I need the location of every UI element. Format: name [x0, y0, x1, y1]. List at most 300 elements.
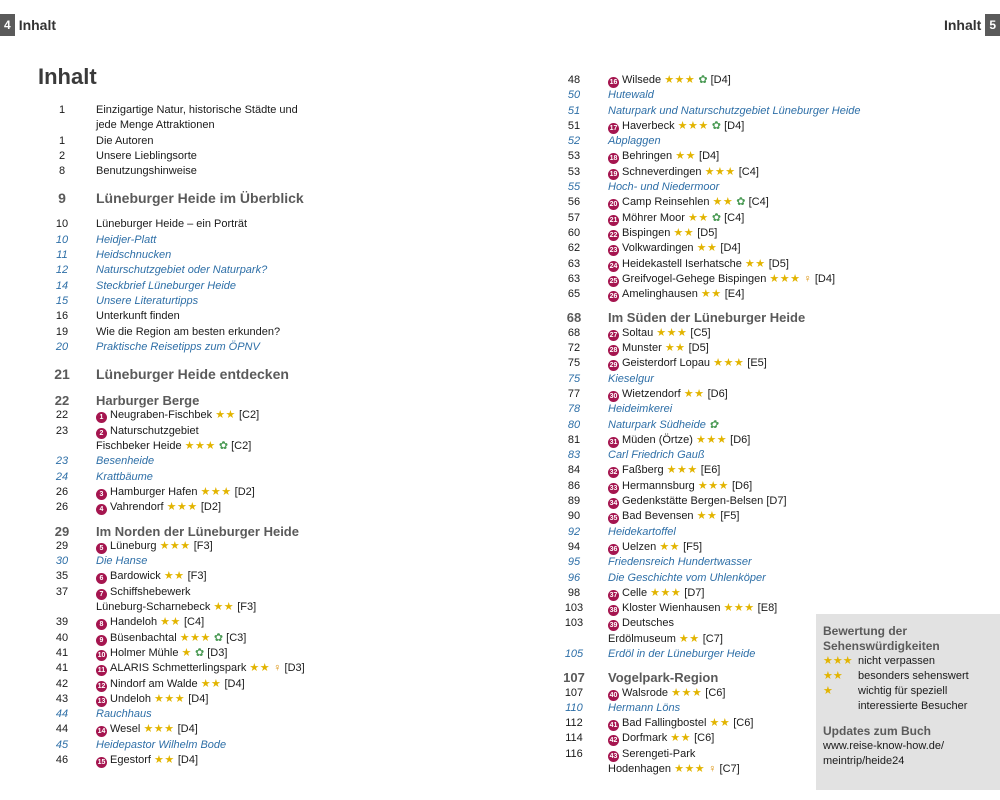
entry-text: [608, 387, 728, 402]
updates-url-line2[interactable]: meintrip/heide24: [823, 755, 905, 767]
toc-entry[interactable]: [48, 661, 428, 676]
toc-entry[interactable]: [48, 164, 428, 179]
star-icon: ★★: [683, 387, 705, 400]
map-grid-ref: [D6]: [730, 433, 751, 446]
map-grid-ref: [C4]: [748, 196, 769, 209]
entry-text: [608, 686, 725, 701]
entry-text: [608, 356, 767, 371]
page-number: 90: [567, 510, 581, 523]
toc-entry[interactable]: [48, 539, 428, 554]
map-grid-ref: [C6]: [733, 717, 754, 730]
toc-entry[interactable]: [48, 217, 428, 232]
page-number: 44: [55, 708, 69, 721]
entry-text: [608, 310, 805, 325]
star-icon: ★★★: [143, 723, 175, 736]
star-icon: ★★: [154, 753, 175, 766]
entry-text: [608, 701, 680, 716]
entry-text: [96, 661, 305, 676]
entry-title: Volkwardingen: [622, 242, 694, 255]
page-number: 20: [55, 340, 69, 353]
toc-entry[interactable]: [560, 149, 980, 164]
map-grid-ref: [C4]: [183, 616, 205, 629]
page-number: 72: [567, 342, 581, 355]
toc-entry[interactable]: [560, 433, 980, 448]
page-number: 10: [55, 218, 69, 231]
entry-text: [96, 753, 198, 768]
page-number: 75: [567, 372, 581, 385]
star-icon: ★: [823, 685, 833, 697]
map-grid-ref: [C3]: [226, 631, 247, 644]
entry-title: Fischbeker Heide: [96, 440, 182, 453]
page-number: 30: [55, 555, 69, 568]
sight-number-badge: 21: [609, 216, 618, 224]
entry-text: [608, 226, 717, 241]
map-grid-ref: [D4]: [724, 119, 745, 132]
family-icon: ♀: [273, 662, 282, 675]
entry-title: Gedenkstätte Bergen-Belsen: [622, 495, 764, 508]
feature-entry[interactable]: [560, 448, 980, 463]
updates-url-line1[interactable]: www.reise-know-how.de/: [823, 740, 945, 752]
toc-entry[interactable]: [560, 463, 980, 478]
sight-number-badge: 34: [609, 500, 618, 508]
toc-entry[interactable]: [560, 540, 980, 555]
star-icon: ★★★: [650, 586, 682, 599]
map-grid-ref: [F5]: [720, 510, 740, 523]
toc-entry[interactable]: [48, 500, 428, 515]
map-grid-ref: [F3]: [193, 539, 213, 552]
page-number: 112: [565, 717, 583, 730]
entry-title: Lüneburger Heide entdecken: [96, 366, 289, 383]
toc-entry[interactable]: [48, 569, 428, 584]
toc-entry[interactable]: [48, 753, 428, 768]
map-grid-ref: [D7]: [766, 495, 787, 508]
toc-entry[interactable]: [48, 677, 428, 692]
star-icon: ★★: [664, 342, 686, 355]
entry-text: [96, 707, 152, 722]
page-number: 51: [567, 119, 581, 132]
page-number: 103: [564, 617, 584, 630]
legend-row: [816, 684, 1000, 699]
page-number: 107: [564, 686, 584, 699]
page-number: 60: [567, 226, 581, 239]
sight-number-badge: 42: [609, 737, 618, 745]
subsection-heading[interactable]: [560, 310, 980, 325]
entry-text: [96, 294, 198, 309]
entry-title: Wietzendorf: [622, 387, 681, 400]
sight-number-badge: 9: [96, 635, 107, 646]
map-grid-ref: [C6]: [705, 686, 726, 699]
page-number: 57: [567, 211, 581, 224]
toc-entry[interactable]: [560, 494, 980, 509]
toc-entry[interactable]: [48, 692, 428, 707]
entry-text: [608, 525, 676, 540]
entry-title: Lüneburg: [110, 539, 157, 552]
entry-title: Naturpark Südheide: [608, 418, 706, 431]
legend-desc: interessierte Besucher: [858, 700, 968, 712]
map-grid-ref: [C7]: [702, 632, 723, 645]
feature-entry[interactable]: [48, 738, 428, 753]
entry-text: [96, 187, 304, 209]
page-number: 29: [55, 539, 69, 552]
entry-text: [608, 134, 661, 149]
star-icon: ★: [181, 646, 192, 659]
map-grid-ref: [D4]: [177, 753, 199, 766]
entry-text: [96, 149, 197, 164]
page-number: 92: [567, 525, 581, 538]
subsection-heading[interactable]: [48, 524, 428, 539]
feature-entry[interactable]: [48, 233, 428, 248]
entry-title: Hutewald: [608, 89, 654, 102]
sight-number-badge: 4: [96, 504, 107, 515]
entry-title: Wie die Region am besten erkunden?: [96, 325, 281, 338]
entry-title: Erdölmuseum: [608, 632, 676, 645]
feature-entry[interactable]: [48, 279, 428, 294]
feature-entry[interactable]: [560, 402, 980, 417]
section-heading[interactable]: [48, 363, 428, 385]
toc-entry[interactable]: [48, 134, 428, 149]
page-number: 8: [58, 165, 66, 178]
family-icon: ♀: [803, 272, 812, 285]
page-tab-left: [0, 14, 60, 36]
legend-row: [816, 654, 1000, 669]
toc-entry[interactable]: [560, 211, 980, 226]
page-number: 16: [55, 310, 69, 323]
entry-text: [608, 104, 861, 119]
entry-text: [96, 485, 255, 500]
toc-left-column: [48, 103, 428, 768]
toc-entry[interactable]: [48, 600, 428, 615]
entry-title: Steckbrief Lüneburger Heide: [96, 279, 237, 292]
star-icon: ★★★: [713, 357, 745, 370]
nature-icon: ✿: [736, 196, 746, 209]
map-grid-ref: [E8]: [757, 602, 778, 615]
entry-text: [608, 180, 719, 195]
feature-entry[interactable]: [560, 555, 980, 570]
toc-entry[interactable]: [48, 118, 428, 133]
sight-number-badge: 24: [609, 262, 618, 270]
star-icon: ★★★: [166, 501, 198, 514]
legend-desc: besonders sehenswert: [858, 670, 969, 682]
toc-entry[interactable]: [48, 615, 428, 630]
feature-entry[interactable]: [48, 263, 428, 278]
entry-text: [96, 363, 289, 385]
page-number: 78: [567, 403, 581, 416]
page-number: 15: [55, 294, 69, 307]
entry-title: Nindorf am Walde: [110, 677, 198, 690]
star-icon: ★★: [673, 226, 695, 239]
map-grid-ref: [F5]: [683, 540, 703, 553]
toc-entry[interactable]: [560, 272, 980, 287]
toc-entry[interactable]: [48, 439, 428, 454]
toc-entry[interactable]: [48, 485, 428, 500]
toc-entry[interactable]: [560, 226, 980, 241]
nature-icon: ✿: [711, 119, 722, 132]
page-number: 48: [567, 74, 581, 86]
page-number: 96: [567, 571, 581, 584]
toc-entry[interactable]: [48, 722, 428, 737]
toc-entry[interactable]: [560, 356, 980, 371]
entry-title: Naturschutzgebiet oder Naturpark?: [96, 264, 268, 277]
legend-title-line2: Sehenswürdigkeiten: [823, 639, 940, 653]
toc-entry[interactable]: [560, 586, 980, 601]
entry-text: [96, 631, 246, 646]
toc-entry[interactable]: [48, 585, 428, 600]
page-number: 24: [55, 470, 69, 483]
toc-entry[interactable]: [560, 326, 980, 341]
toc-entry[interactable]: [560, 73, 980, 88]
star-icon: ★★: [709, 717, 731, 730]
toc-entry[interactable]: [48, 424, 428, 439]
section-heading[interactable]: [48, 187, 428, 209]
page-number: 29: [54, 523, 70, 539]
entry-text: [96, 470, 153, 485]
sight-number-badge: 32: [609, 469, 618, 477]
page-number: 84: [567, 464, 581, 477]
entry-text: [608, 119, 744, 134]
feature-entry[interactable]: [560, 104, 980, 119]
star-icon: ★★★: [695, 433, 728, 446]
star-icon: ★★: [696, 510, 718, 523]
entry-text: [96, 692, 208, 707]
sight-number-badge: 38: [609, 607, 618, 615]
entry-title: Faßberg: [622, 464, 664, 477]
entry-text: [96, 279, 236, 294]
entry-text: [608, 272, 835, 287]
feature-entry[interactable]: [48, 554, 428, 569]
page-number: 63: [567, 272, 581, 285]
page-number: 14: [55, 279, 69, 292]
page-number: 43: [55, 692, 69, 705]
nature-icon: ✿: [194, 646, 205, 659]
page-number: 83: [567, 449, 581, 462]
entry-text: [608, 555, 752, 570]
entry-title: Hodenhagen: [608, 763, 672, 776]
toc-entry[interactable]: [48, 149, 428, 164]
entry-title: Wesel: [110, 723, 141, 736]
page-number: 68: [567, 326, 581, 339]
entry-title: Uelzen: [622, 540, 657, 553]
page-number: 55: [567, 181, 581, 194]
sight-number-badge: 17: [609, 124, 618, 132]
sight-number-badge: 25: [609, 277, 618, 285]
entry-title: Praktische Reisetipps zum ÖPNV: [96, 340, 260, 353]
entry-title: Erdöl in der Lüneburger Heide: [608, 647, 756, 660]
toc-entry[interactable]: [560, 509, 980, 524]
nature-icon: ✿: [708, 418, 719, 431]
star-icon: ★★★: [179, 631, 211, 644]
feature-entry[interactable]: [48, 340, 428, 355]
entry-text: [608, 586, 704, 601]
feature-entry[interactable]: [560, 525, 980, 540]
running-head-left: Inhalt: [18, 17, 57, 33]
entry-text: [96, 134, 153, 149]
entry-title: Einzigartige Natur, historische Städte und: [96, 104, 298, 116]
entry-title: ALARIS Schmetterlingspark: [110, 662, 247, 675]
entry-text: [608, 731, 714, 746]
toc-entry[interactable]: [560, 119, 980, 134]
entry-title: Haverbeck: [622, 119, 675, 132]
entry-text: [96, 454, 154, 469]
map-grid-ref: [D5]: [697, 226, 718, 239]
entry-title: Handeloh: [110, 616, 158, 629]
star-icon: ★★: [670, 732, 692, 745]
entry-title: Vahrendorf: [110, 501, 164, 514]
entry-title: Die Hanse: [96, 555, 148, 568]
map-grid-ref: [D4]: [710, 74, 731, 86]
toc-entry[interactable]: [48, 325, 428, 340]
updates-title: Updates zum Buch: [823, 724, 932, 738]
entry-title: Heidekastell Iserhatsche: [622, 257, 742, 270]
entry-title: Soltau: [622, 326, 654, 339]
page-number: 98: [567, 586, 581, 599]
toc-entry[interactable]: [560, 341, 980, 356]
entry-text: [608, 287, 744, 302]
star-icon: ★★: [659, 540, 681, 553]
star-icon: ★★★: [159, 539, 191, 552]
entry-text: [96, 615, 204, 630]
entry-text: [608, 494, 787, 509]
sight-number-badge: 7: [96, 589, 107, 600]
star-icon: ★★★: [769, 272, 801, 285]
page-number: 2: [58, 149, 66, 162]
entry-text: [96, 524, 299, 539]
entry-text: [608, 762, 740, 777]
map-grid-ref: [D3]: [207, 646, 228, 659]
entry-text: [96, 408, 259, 423]
toc-entry[interactable]: [48, 309, 428, 324]
entry-title: Hermannsburg: [622, 479, 695, 492]
entry-text: [96, 677, 245, 692]
entry-title: Bad Bevensen: [622, 510, 694, 523]
toc-entry[interactable]: [560, 195, 980, 210]
page-number: 56: [567, 196, 581, 209]
star-icon: ★★: [712, 196, 734, 209]
entry-title: Abplaggen: [608, 135, 661, 148]
toc-entry[interactable]: [560, 479, 980, 494]
feature-entry[interactable]: [560, 571, 980, 586]
page-number-left: 4: [0, 14, 15, 36]
page-number: 23: [55, 455, 69, 468]
star-icon: ★★: [213, 601, 235, 614]
toc-entry[interactable]: [48, 646, 428, 661]
legend-desc: nicht verpassen: [858, 655, 936, 667]
entry-title: Lüneburger Heide im Überblick: [96, 190, 304, 207]
entry-title: Möhrer Moor: [622, 211, 685, 224]
entry-title: Müden (Örtze): [622, 433, 693, 446]
toc-entry[interactable]: [560, 165, 980, 180]
page-number: 11: [56, 249, 68, 262]
star-icon: ★★★: [677, 119, 709, 132]
sight-number-badge: 43: [609, 752, 618, 760]
entry-title: Friedensreich Hundertwasser: [608, 556, 752, 569]
entry-title: Hermann Löns: [608, 701, 681, 714]
entry-text: [608, 195, 769, 210]
entry-text: [96, 309, 180, 324]
feature-entry[interactable]: [560, 372, 980, 387]
entry-title: Naturschutzgebiet: [110, 424, 199, 437]
page-number: 63: [567, 257, 581, 270]
map-grid-ref: [E6]: [700, 464, 721, 477]
entry-text: [96, 646, 227, 661]
entry-text: [608, 448, 705, 463]
sight-number-badge: 18: [609, 155, 618, 163]
map-grid-ref: [D3]: [284, 662, 305, 675]
entry-title: Hamburger Hafen: [110, 485, 198, 498]
star-icon: ★★: [160, 616, 181, 629]
sight-number-badge: 39: [609, 622, 618, 630]
entry-title: Büsenbachtal: [110, 631, 177, 644]
feature-entry[interactable]: [560, 88, 980, 103]
feature-entry[interactable]: [48, 294, 428, 309]
star-icon: ★★★: [154, 692, 186, 705]
entry-title: Schneverdingen: [622, 165, 702, 178]
entry-text: [96, 103, 298, 118]
nature-icon: ✿: [213, 631, 224, 644]
entry-title: Amelinghausen: [622, 288, 698, 301]
entry-text: [608, 73, 731, 88]
map-grid-ref: [C2]: [231, 440, 252, 453]
entry-title: Im Süden der Lüneburger Heide: [608, 310, 806, 326]
entry-text: [96, 233, 156, 248]
entry-title: Heidjer-Platt: [96, 233, 157, 246]
toc-entry[interactable]: [48, 103, 428, 118]
feature-entry[interactable]: [48, 707, 428, 722]
entry-text: [608, 211, 744, 226]
entry-text: [96, 340, 260, 355]
map-grid-ref: [C2]: [238, 409, 260, 422]
toc-entry[interactable]: [560, 287, 980, 302]
subsection-heading[interactable]: [48, 393, 428, 408]
feature-entry[interactable]: [48, 470, 428, 485]
entry-title: Harburger Berge: [96, 393, 200, 409]
entry-title: Neugraben-Fischbek: [110, 409, 213, 422]
page-number: 35: [55, 570, 69, 583]
entry-title: Benutzungshinweise: [96, 165, 197, 178]
running-head-right: Inhalt: [943, 17, 982, 33]
toc-entry[interactable]: [48, 631, 428, 646]
toc-entry[interactable]: [560, 257, 980, 272]
toc-entry[interactable]: [560, 241, 980, 256]
entry-text: [608, 326, 711, 341]
entry-title: Camp Reinsehlen: [622, 196, 710, 209]
toc-entry[interactable]: [560, 387, 980, 402]
entry-text: [96, 118, 215, 133]
entry-text: [96, 263, 267, 278]
sight-number-badge: 13: [97, 697, 106, 705]
feature-entry[interactable]: [48, 454, 428, 469]
rating-legend: [816, 614, 1000, 790]
entry-title: Die Geschichte vom Uhlenköper: [608, 571, 766, 584]
feature-entry[interactable]: [560, 180, 980, 195]
feature-entry[interactable]: [48, 248, 428, 263]
map-grid-ref: [D4]: [720, 242, 741, 255]
feature-entry[interactable]: [560, 418, 980, 433]
sight-number-badge: 15: [97, 758, 106, 766]
entry-text: [608, 149, 719, 164]
sight-number-badge: 30: [609, 392, 618, 400]
feature-entry[interactable]: [560, 134, 980, 149]
sight-number-badge: 33: [609, 484, 618, 492]
page-number: 89: [567, 495, 581, 508]
page-number: 22: [54, 393, 70, 409]
sight-number-badge: 16: [609, 79, 618, 86]
entry-text: [608, 433, 750, 448]
map-grid-ref: [D4]: [177, 723, 198, 736]
entry-text: [608, 88, 654, 103]
page-number: 65: [567, 288, 581, 301]
toc-entry[interactable]: [48, 408, 428, 423]
star-icon: ★★★: [666, 464, 698, 477]
